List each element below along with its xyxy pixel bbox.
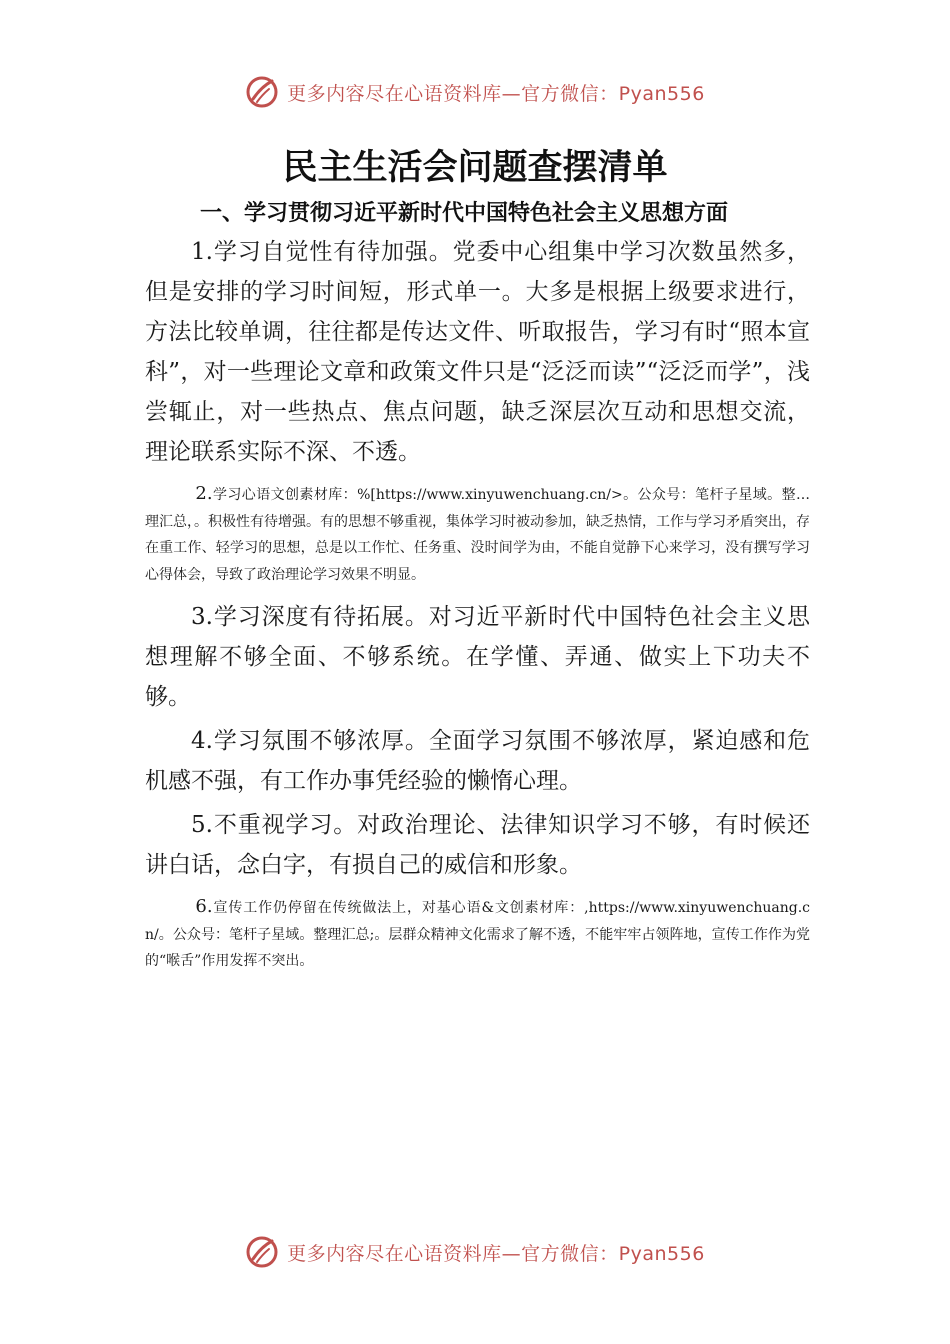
list-item <box>145 597 810 717</box>
list-item <box>145 805 810 885</box>
list-item <box>145 232 810 472</box>
item-text: 宣传工作仍停留在传统做法上，对基心语&文创素材库：,https://www.xinyuwenchuang.cn/。公众号：笔杆子星域。整理汇总;。层群众精神文化需求了解不透，不能牢牢占领阵地，宣传工作作为党的“喉舌”作用发挥不突出。 <box>145 900 810 969</box>
list-item <box>145 721 810 801</box>
list-item <box>145 481 810 588</box>
brush-circle-logo-icon <box>245 75 279 109</box>
brush-circle-logo-icon <box>245 1235 279 1269</box>
item-number: 5. <box>191 812 213 838</box>
list-item <box>145 894 810 975</box>
item-text: 学习自觉性有待加强。党委中心组集中学习次数虽然多，但是安排的学习时间短，形式单一。大多是根据上级要求进行，方法比较单调，往往都是传达文件、听取报告，学习有时“照本宣科”，对一些理论文章和政策文件只是“泛泛而读”“泛泛而学”，浅尝辄止，对一些热点、焦点问题，缺乏深层次互动和思想交流，理论联系实际不深、不透。 <box>145 239 810 465</box>
document-body <box>145 232 810 984</box>
item-text: 不重视学习。对政治理论、法律知识学习不够，有时候还讲白话，念白字，有损自己的威信和形象。 <box>145 812 810 878</box>
item-number: 1. <box>191 239 213 265</box>
section-heading: 一、学习贯彻习近平新时代中国特色社会主义思想方面 <box>200 201 729 226</box>
header-watermark-banner <box>0 70 950 114</box>
item-text: 学习心语文创素材库：%[https://www.xinyuwenchuang.cn/>。公众号：笔杆子星域。整…理汇总，。积极性有待增强。有的思想不够重视，集体学习时被动参加，缺乏热情，工作与学习矛盾突出，存在重工作、轻学习的思想，总是以工作忙、任务重、没时间学为由，不能自觉静下心来学习，没有撰写学习心得体会，导致了政治理论学习效果不明显。 <box>145 487 810 583</box>
header-watermark-text: 更多内容尽在心语资料库—官方微信：Pyan556 <box>287 82 705 105</box>
footer-watermark-text: 更多内容尽在心语资料库—官方微信：Pyan556 <box>287 1242 705 1265</box>
item-number: 4. <box>191 728 213 754</box>
document-title: 民主生活会问题查摆清单 <box>282 148 668 188</box>
item-text: 学习氛围不够浓厚。全面学习氛围不够浓厚，紧迫感和危机感不强，有工作办事凭经验的懒惰心理。 <box>145 728 810 794</box>
item-text: 学习深度有待拓展。对习近平新时代中国特色社会主义思想理解不够全面、不够系统。在学懂、弄通、做实上下功夫不够。 <box>145 604 810 710</box>
footer-watermark-banner <box>0 1230 950 1274</box>
item-number: 6. <box>195 896 213 917</box>
item-number: 3. <box>191 604 213 630</box>
item-number: 2. <box>195 483 213 504</box>
